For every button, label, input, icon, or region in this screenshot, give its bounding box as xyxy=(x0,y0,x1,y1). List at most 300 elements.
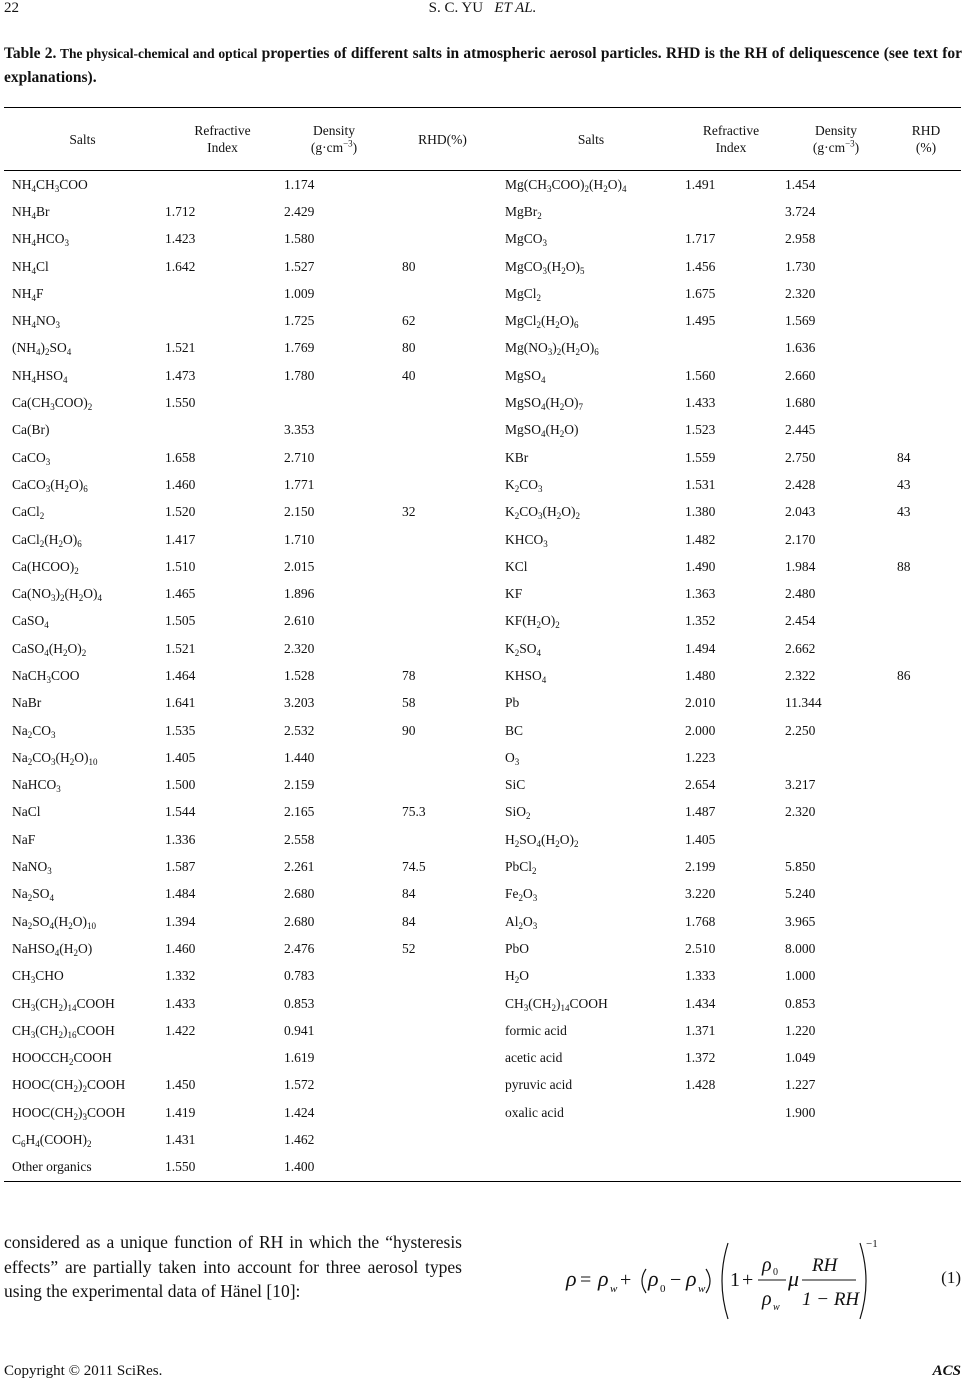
rhd-cell xyxy=(384,198,501,225)
table-row xyxy=(4,198,961,225)
salt-name-2-cell: PbCl$_2$ xyxy=(505,859,537,877)
table-row xyxy=(4,471,961,498)
density-2-cell: 2.320 xyxy=(785,804,816,820)
table-row xyxy=(4,1099,961,1126)
eq-frac-zero-sub: 0 xyxy=(773,1267,778,1278)
rhd-cell xyxy=(384,171,501,199)
density-cell xyxy=(284,389,384,416)
eq-bigparen-open xyxy=(722,1243,728,1319)
refractive-index-cell: 1.484 xyxy=(165,886,196,902)
rhd-2-cell xyxy=(891,881,961,908)
salt-name-2-cell: $Mg(NO_3)_2(H_2O)_6$ xyxy=(505,340,599,358)
properties-table xyxy=(4,107,961,1182)
eq-frac-rho-w: ρ xyxy=(762,1288,772,1310)
density-2-cell: 2.958 xyxy=(785,231,816,247)
table-row xyxy=(4,608,961,635)
salt-name-2-cell: Pb xyxy=(505,695,520,711)
refractive-index-cell xyxy=(161,417,284,444)
refractive-index-cell xyxy=(161,1045,284,1072)
refractive-index-2-cell: 1.456 xyxy=(685,258,716,274)
rhd-cell xyxy=(384,1017,501,1044)
refractive-index-2-cell: 2.510 xyxy=(685,940,716,956)
density-2-cell: 1.227 xyxy=(785,1077,816,1093)
rhd-cell xyxy=(384,608,501,635)
rhd-cell xyxy=(384,1154,501,1182)
refractive-index-cell: 1.450 xyxy=(165,1077,196,1093)
refractive-index-2-cell xyxy=(681,1154,781,1182)
refractive-index-2-cell: 1.491 xyxy=(685,176,716,192)
salt-name-2-cell: PbO xyxy=(505,940,530,956)
salt-name-2-cell: $CH_3(CH_2)_{14}COOH$ xyxy=(505,995,608,1013)
rhd-cell xyxy=(384,553,501,580)
density-cell: 1.174 xyxy=(284,176,315,192)
rhd-cell: 80 xyxy=(402,340,416,356)
salt-name-2-cell: $MgSO_4(H_2O)$ xyxy=(505,422,579,440)
eq-rho-w-2: ρ xyxy=(686,1266,697,1291)
rhd-cell xyxy=(384,1045,501,1072)
salt-name-2-cell: MgBr$_2$ xyxy=(505,203,542,221)
density-cell: 1.462 xyxy=(284,1132,315,1148)
rhd-cell xyxy=(384,526,501,553)
refractive-index-cell: 1.394 xyxy=(165,913,196,929)
density-2-cell: 1.636 xyxy=(785,340,816,356)
density-cell: 1.619 xyxy=(284,1050,315,1066)
density-2-cell xyxy=(781,826,891,853)
salt-name-cell: $Na_2CO_3$ xyxy=(12,722,56,740)
refractive-index-2-cell: 1.433 xyxy=(685,395,716,411)
salt-name-cell: $Ca(NO_3)_2(H_2O)_4$ xyxy=(12,586,102,604)
rhd-2-cell: 43 xyxy=(897,476,911,492)
salt-name-2-cell: $O_3$ xyxy=(505,749,520,767)
refractive-index-2-cell: 3.220 xyxy=(685,886,716,902)
refractive-index-cell: 1.419 xyxy=(165,1104,196,1120)
salt-name-cell: CaCl$_2$ xyxy=(12,504,45,522)
refractive-index-2-cell: 1.531 xyxy=(685,476,716,492)
density-2-cell: 3.965 xyxy=(785,913,816,929)
density-cell: 2.610 xyxy=(284,613,315,629)
equation-number: (1) xyxy=(941,1268,961,1287)
eq-frac-one-minus-rh: 1 − RH xyxy=(802,1289,860,1310)
refractive-index-2-cell: 1.428 xyxy=(685,1077,716,1093)
refractive-index-cell: 1.550 xyxy=(161,1154,284,1182)
rhd-2-cell xyxy=(891,744,961,771)
eq-exponent: −1 xyxy=(866,1238,878,1250)
refractive-index-cell: 1.587 xyxy=(165,859,196,875)
refractive-index-2-cell: 1.223 xyxy=(685,749,716,765)
density-2-cell: 2.322 xyxy=(785,667,816,683)
density-cell: 0.853 xyxy=(284,995,315,1011)
table-row xyxy=(4,772,961,799)
rhd-cell: 58 xyxy=(402,695,416,711)
salt-name-2-cell: formic acid xyxy=(505,1022,567,1038)
density-2-cell: 1.000 xyxy=(785,968,816,984)
table-row xyxy=(4,417,961,444)
density-cell: 1.528 xyxy=(284,667,315,683)
table-row xyxy=(4,881,961,908)
table-row xyxy=(4,1045,961,1072)
refractive-index-cell: 1.535 xyxy=(165,722,196,738)
density-cell: 2.532 xyxy=(284,722,315,738)
salt-name-cell: $CaCO_3(H_2O)_6$ xyxy=(12,476,88,494)
density-2-cell: 2.170 xyxy=(785,531,816,547)
refractive-index-cell: 1.473 xyxy=(165,367,196,383)
refractive-index-2-cell xyxy=(681,335,781,362)
rhd-2-cell xyxy=(891,1099,961,1126)
rhd-2-cell xyxy=(891,799,961,826)
density-2-cell: 1.454 xyxy=(785,176,816,192)
refractive-index-cell: 1.405 xyxy=(165,749,196,765)
density-2-cell: 5.240 xyxy=(785,886,816,902)
rhd-cell xyxy=(384,826,501,853)
rhd-cell xyxy=(384,444,501,471)
density-2-cell: 2.480 xyxy=(785,586,816,602)
salt-name-2-cell: $KHCO_3$ xyxy=(505,531,548,549)
rhd-2-cell xyxy=(891,635,961,662)
salt-name-cell: $CaSO_4(H_2O)_2$ xyxy=(12,640,87,658)
refractive-index-cell: 1.520 xyxy=(165,504,196,520)
salt-name-cell: NaNO$_3$ xyxy=(12,859,52,877)
salt-name-cell: NaCH$_3$COO xyxy=(12,667,80,685)
density-cell: 2.150 xyxy=(284,504,315,520)
table-row xyxy=(4,226,961,253)
salt-name-cell: $NH_4NO_3$ xyxy=(12,313,60,331)
refractive-index-cell: 1.550 xyxy=(165,395,196,411)
salt-name-cell: CaSO$_4$ xyxy=(12,613,49,631)
refractive-index-2-cell: 1.333 xyxy=(685,968,716,984)
salt-name-2-cell: MgCl$_2$ xyxy=(505,285,542,303)
refractive-index-2-cell: 1.495 xyxy=(685,313,716,329)
density-2-cell xyxy=(781,744,891,771)
table-row xyxy=(4,307,961,334)
col-header-salts: Salts xyxy=(4,108,161,171)
density-cell: 2.165 xyxy=(284,804,315,820)
salt-name-cell: NaHCO$_3$ xyxy=(12,777,61,795)
rhd-2-cell xyxy=(891,526,961,553)
table-row xyxy=(4,935,961,962)
rhd-2-cell: 88 xyxy=(897,558,911,574)
salt-name-cell: $NaHSO_4(H_2O)$ xyxy=(12,940,93,958)
density-2-cell: 3.217 xyxy=(785,777,816,793)
footer-copyright: Copyright © 2011 SciRes. xyxy=(4,1363,163,1379)
density-cell: 2.320 xyxy=(284,640,315,656)
rhd-cell xyxy=(384,963,501,990)
salt-name-2-cell: $K_2SO_4$ xyxy=(505,640,542,658)
rhd-2-cell: 86 xyxy=(897,667,911,683)
caption-prefix: Table 2. xyxy=(4,45,57,62)
salt-name-cell: $NH_4Cl$ xyxy=(12,258,49,276)
salt-name-2-cell: MgCO$_3$ xyxy=(505,231,548,249)
refractive-index-cell: 1.521 xyxy=(165,340,196,356)
rhd-cell xyxy=(384,990,501,1017)
density-cell: 1.780 xyxy=(284,367,315,383)
refractive-index-2-cell: 1.363 xyxy=(685,586,716,602)
density-cell: 2.429 xyxy=(284,203,315,219)
body-paragraph: considered as a unique function of RH in which the “hysteresis effects” are partially taken into account for three aerosol types using the experimental data of Hänel [10]: xyxy=(4,1232,462,1301)
density-2-cell: 1.900 xyxy=(785,1104,816,1120)
salt-name-2-cell xyxy=(501,1126,681,1153)
salt-name-cell: $NH_4HSO_4$ xyxy=(12,367,68,385)
table-row xyxy=(4,1154,961,1182)
table-row xyxy=(4,280,961,307)
rhd-2-cell xyxy=(891,717,961,744)
density-cell: 2.680 xyxy=(284,913,315,929)
density-cell: 1.572 xyxy=(284,1077,315,1093)
rhd-cell xyxy=(384,772,501,799)
table-row xyxy=(4,335,961,362)
salt-name-cell: $HOOC(CH_2)_3COOH$ xyxy=(12,1104,126,1122)
salt-name-cell: $NH_4Br$ xyxy=(12,203,50,221)
table-row xyxy=(4,389,961,416)
table-row xyxy=(4,853,961,880)
refractive-index-2-cell xyxy=(681,1099,781,1126)
refractive-index-cell xyxy=(161,280,284,307)
rhd-2-cell: 84 xyxy=(897,449,911,465)
rhd-cell xyxy=(384,744,501,771)
salt-name-2-cell: $K_2CO_3$ xyxy=(505,476,543,494)
salt-name-2-cell: $H_2O$ xyxy=(505,968,529,986)
density-cell: 2.159 xyxy=(284,777,315,793)
rhd-2-cell xyxy=(891,1017,961,1044)
refractive-index-cell: 1.544 xyxy=(165,804,196,820)
refractive-index-cell: 1.642 xyxy=(165,258,196,274)
density-cell: 2.015 xyxy=(284,558,315,574)
rhd-cell: 90 xyxy=(402,722,416,738)
salt-name-cell: $Ca(CH_3COO)_2$ xyxy=(12,395,93,413)
refractive-index-cell: 1.641 xyxy=(165,695,196,711)
salt-name-cell: $Na_2SO_4(H_2O)_{10}$ xyxy=(12,913,97,931)
table-row xyxy=(4,1017,961,1044)
salt-name-2-cell: $MgCl_2(H_2O)_6$ xyxy=(505,313,579,331)
refractive-index-cell: 1.712 xyxy=(165,203,196,219)
rhd-2-cell xyxy=(891,389,961,416)
salt-name-cell: $Na_2SO_4$ xyxy=(12,886,55,904)
density-2-cell xyxy=(781,1126,891,1153)
refractive-index-2-cell: 1.482 xyxy=(685,531,716,547)
refractive-index-2-cell: 1.560 xyxy=(685,367,716,383)
salt-name-cell: $CH_3CHO$ xyxy=(12,968,64,986)
rhd-2-cell xyxy=(891,580,961,607)
density-2-cell: 0.853 xyxy=(785,995,816,1011)
density-2-cell: 11.344 xyxy=(785,695,822,711)
refractive-index-2-cell: 1.371 xyxy=(685,1022,716,1038)
density-2-cell: 2.454 xyxy=(785,613,816,629)
rhd-2-cell xyxy=(891,690,961,717)
refractive-index-cell: 1.431 xyxy=(165,1132,196,1148)
refractive-index-cell: 1.336 xyxy=(165,831,196,847)
salt-name-2-cell: $KHSO_4$ xyxy=(505,667,547,685)
density-2-cell: 2.445 xyxy=(785,422,816,438)
density-cell: 1.424 xyxy=(284,1104,315,1120)
density-2-cell xyxy=(781,1154,891,1182)
salt-name-2-cell: $H_2SO_4(H_2O)_2$ xyxy=(505,831,579,849)
rhd-cell xyxy=(384,635,501,662)
refractive-index-2-cell: 2.000 xyxy=(685,722,716,738)
density-cell: 1.580 xyxy=(284,231,315,247)
eq-equals: = xyxy=(580,1269,592,1291)
refractive-index-cell xyxy=(161,171,284,199)
table-row xyxy=(4,171,961,199)
refractive-index-2-cell: 1.523 xyxy=(685,422,716,438)
table-row xyxy=(4,580,961,607)
running-head xyxy=(0,0,965,17)
rhd-2-cell xyxy=(891,772,961,799)
eq-rho-w: ρ xyxy=(598,1266,609,1291)
refractive-index-cell: 1.500 xyxy=(165,777,196,793)
rhd-2-cell xyxy=(891,608,961,635)
salt-name-cell: NaF xyxy=(12,831,36,847)
refractive-index-cell: 1.658 xyxy=(165,449,196,465)
refractive-index-cell: 1.460 xyxy=(165,940,196,956)
refractive-index-2-cell xyxy=(681,1126,781,1153)
rhd-cell: 75.3 xyxy=(402,804,426,820)
density-2-cell: 2.428 xyxy=(785,476,816,492)
salt-name-2-cell: $Fe_2O_3$ xyxy=(505,886,538,904)
rhd-2-cell xyxy=(891,1154,961,1182)
eq-frac-w-sub: w xyxy=(773,1302,780,1313)
table-row xyxy=(4,826,961,853)
table-caption xyxy=(4,42,962,90)
refractive-index-2-cell xyxy=(681,198,781,225)
table-row xyxy=(4,990,961,1017)
eq-paren-close xyxy=(706,1269,710,1293)
rhd-2-cell xyxy=(891,935,961,962)
refractive-index-2-cell: 1.675 xyxy=(685,285,716,301)
refractive-index-2-cell: 1.480 xyxy=(685,667,716,683)
table-row xyxy=(4,690,961,717)
density-2-cell: 1.049 xyxy=(785,1050,816,1066)
table-row xyxy=(4,362,961,389)
refractive-index-cell: 1.521 xyxy=(165,640,196,656)
rhd-2-cell: 43 xyxy=(897,504,911,520)
density-2-cell: 1.569 xyxy=(785,313,816,329)
rhd-2-cell xyxy=(891,963,961,990)
refractive-index-2-cell: 2.010 xyxy=(685,695,716,711)
rhd-2-cell xyxy=(891,990,961,1017)
density-cell: 1.725 xyxy=(284,313,315,329)
density-cell: 1.771 xyxy=(284,476,315,492)
salt-name-cell: Ca(Br) xyxy=(12,422,50,438)
table-row xyxy=(4,635,961,662)
salt-name-2-cell: SiO$_2$ xyxy=(505,804,531,822)
caption-rest: properties of different salts in atmospheric aerosol particles. RHD is the RH of deliquescence (see text for explanations). xyxy=(4,45,962,86)
density-2-cell: 2.660 xyxy=(785,367,816,383)
eq-rho: ρ xyxy=(566,1266,577,1291)
refractive-index-cell: 1.505 xyxy=(165,613,196,629)
density-2-cell: 1.730 xyxy=(785,258,816,274)
table-header-row xyxy=(4,108,961,171)
table-row xyxy=(4,717,961,744)
salt-name-2-cell: MgSO$_4$ xyxy=(505,367,546,385)
density-cell: 1.710 xyxy=(284,531,315,547)
caption-small-part: The physical-chemical and optical xyxy=(56,46,258,61)
eq-plus: + xyxy=(620,1269,632,1291)
eq-plus-2: + xyxy=(742,1269,754,1291)
col-header-density-2: Density $(g\cdot cm^{-3})$ xyxy=(781,108,891,171)
table-body xyxy=(4,171,961,1182)
salt-name-cell: $Ca(HCOO)_2$ xyxy=(12,558,79,576)
table-row xyxy=(4,744,961,771)
eq-frac-rh: RH xyxy=(812,1255,838,1276)
density-cell: 0.941 xyxy=(284,1022,315,1038)
rhd-2-cell xyxy=(891,362,961,389)
refractive-index-2-cell: 1.768 xyxy=(685,913,716,929)
salt-name-2-cell: BC xyxy=(505,722,524,738)
equation-1 xyxy=(560,1235,880,1325)
rhd-2-cell xyxy=(891,280,961,307)
rhd-cell xyxy=(384,280,501,307)
rhd-cell xyxy=(384,471,501,498)
rhd-cell: 32 xyxy=(402,504,416,520)
eq-w-sub: w xyxy=(610,1283,618,1295)
density-2-cell: 2.662 xyxy=(785,640,816,656)
refractive-index-cell: 1.460 xyxy=(165,476,196,492)
rhd-2-cell xyxy=(891,253,961,280)
density-2-cell: 1.680 xyxy=(785,395,816,411)
eq-zero-sub: 0 xyxy=(660,1283,666,1295)
density-cell: 2.680 xyxy=(284,886,315,902)
salt-name-cell: $C_6H_4(COOH)_2$ xyxy=(12,1132,92,1150)
density-cell: 2.476 xyxy=(284,940,315,956)
rhd-2-cell xyxy=(891,1126,961,1153)
density-2-cell: 2.043 xyxy=(785,504,816,520)
salt-name-cell: $HOOCCH_2COOH$ xyxy=(12,1050,112,1068)
salt-name-2-cell: pyruvic acid xyxy=(505,1077,573,1093)
salt-name-2-cell: KBr xyxy=(505,449,529,465)
rhd-cell: 62 xyxy=(402,313,416,329)
col-header-refractive-index-2: Refractive Index xyxy=(681,108,781,171)
refractive-index-2-cell: 1.380 xyxy=(685,504,716,520)
eq-frac-rho-0: ρ xyxy=(762,1254,772,1276)
salt-name-2-cell xyxy=(501,1154,681,1182)
rhd-cell xyxy=(384,417,501,444)
table-row xyxy=(4,908,961,935)
rhd-2-cell xyxy=(891,226,961,253)
eq-w-sub-2: w xyxy=(698,1283,706,1295)
refractive-index-2-cell: 1.490 xyxy=(685,558,716,574)
refractive-index-2-cell: 2.199 xyxy=(685,859,716,875)
refractive-index-2-cell: 1.352 xyxy=(685,613,716,629)
density-2-cell: 8.000 xyxy=(785,940,816,956)
salt-name-2-cell: acetic acid xyxy=(505,1050,563,1066)
salt-name-cell: NaBr xyxy=(12,695,42,711)
eq-bigparen-close xyxy=(860,1243,866,1319)
page-number: 22 xyxy=(4,0,19,16)
refractive-index-cell: 1.465 xyxy=(165,586,196,602)
salt-name-cell: $HOOC(CH_2)_2COOH$ xyxy=(12,1077,126,1095)
density-2-cell: 5.850 xyxy=(785,859,816,875)
rhd-2-cell xyxy=(891,417,961,444)
density-cell: 1.896 xyxy=(284,586,315,602)
density-2-cell: 1.984 xyxy=(785,558,816,574)
rhd-cell xyxy=(384,580,501,607)
salt-name-cell: $CH_3(CH_2)_{16}COOH$ xyxy=(12,1022,115,1040)
refractive-index-cell: 1.510 xyxy=(165,558,196,574)
refractive-index-cell: 1.464 xyxy=(165,667,196,683)
density-cell: 1.769 xyxy=(284,340,315,356)
refractive-index-2-cell: 1.434 xyxy=(685,995,716,1011)
rhd-cell: 80 xyxy=(402,258,416,274)
salt-name-2-cell: $MgCO_3(H_2O)_5$ xyxy=(505,258,585,276)
density-2-cell: 3.724 xyxy=(785,203,816,219)
salt-name-2-cell: KF xyxy=(505,586,523,602)
rhd-2-cell xyxy=(891,198,961,225)
rhd-2-cell xyxy=(891,853,961,880)
salt-name-cell: $Na_2CO_3(H_2O)_{10}$ xyxy=(12,749,98,767)
density-cell: 2.261 xyxy=(284,859,315,875)
table-row xyxy=(4,253,961,280)
rhd-2-cell xyxy=(891,1045,961,1072)
col-header-rhd-2: RHD (%) xyxy=(891,108,961,171)
